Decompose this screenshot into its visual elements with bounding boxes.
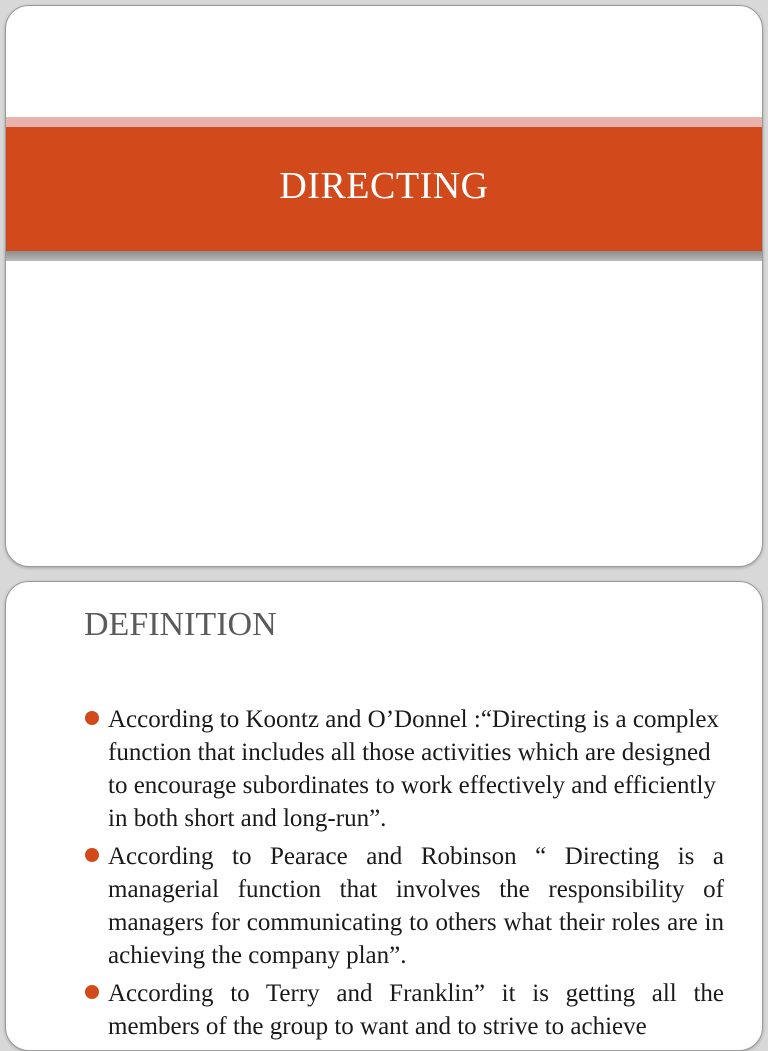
bullet-text: According to Terry and Franklin” it is getting all the members of the group to want and to strive to achieve (108, 980, 724, 1040)
title-band-shadow (6, 251, 762, 261)
list-item (84, 840, 724, 972)
title-band (6, 127, 762, 251)
definition-slide (5, 581, 763, 1051)
definition-list (84, 703, 724, 1048)
bullet-text: According to Pearace and Robinson “ Directing is a managerial function that involves the responsibility of managers for communicating to others what their roles are in achieving the company plan”. (108, 843, 724, 969)
list-item (84, 977, 724, 1043)
title-band-highlight (6, 117, 762, 127)
definition-heading: DEFINITION (84, 606, 277, 643)
bullet-dot-icon (85, 848, 99, 862)
list-item (84, 703, 724, 835)
bullet-dot-icon (85, 985, 99, 999)
title-slide (5, 5, 763, 567)
slide-title: DIRECTING (279, 165, 489, 207)
bullet-text: According to Koontz and O’Donnel :“Directing is a complex function that includes all those activities which are designed to encourage subordinates to work effectively and efficiently in both short and long-run”. (108, 706, 719, 832)
bullet-dot-icon (85, 711, 99, 725)
